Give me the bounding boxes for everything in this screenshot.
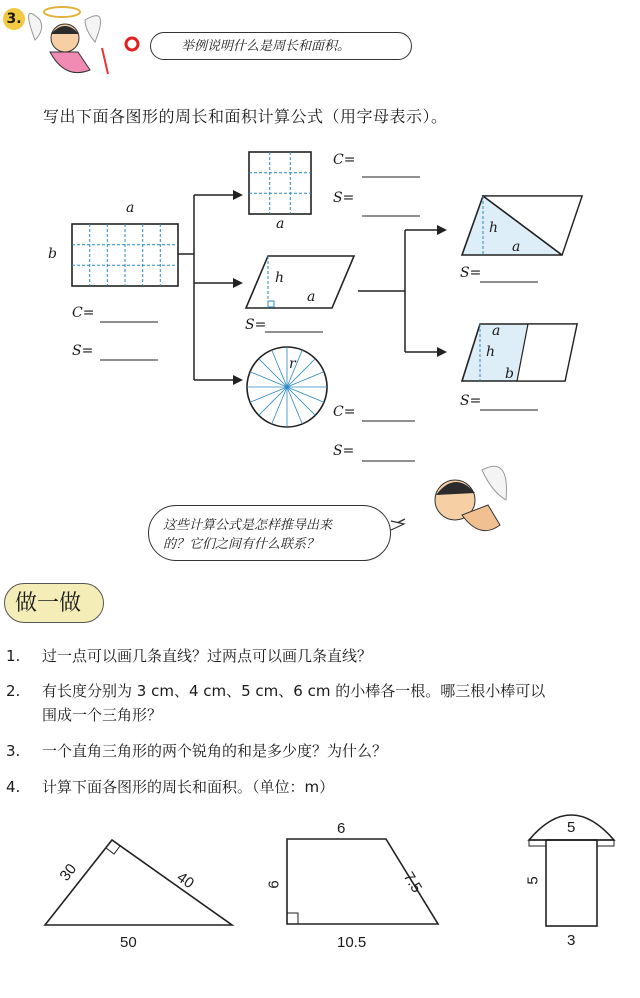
trapezoid-bottom-label: 10.5 <box>337 934 367 951</box>
composite-bottom-label: 3 <box>567 932 576 949</box>
trapezoid-parallelogram-figure <box>462 324 577 381</box>
triangle-left-label: 30 <box>56 860 81 885</box>
composite-side-label: 5 <box>524 876 542 885</box>
label-C-rect: C= <box>72 305 95 321</box>
label-a-para: a <box>307 289 316 305</box>
label-a-tri: a <box>512 239 521 255</box>
question-line-1: 这些计算公式是怎样推导出来 <box>163 518 333 533</box>
label-C-square: C= <box>333 152 356 168</box>
trapezoid-right-label: 7.5 <box>399 869 426 896</box>
label-h-trap: h <box>486 344 496 360</box>
rectangle-figure <box>72 224 178 286</box>
label-S-square: S= <box>333 190 355 206</box>
label-S-circle: S= <box>333 443 355 459</box>
angel-illustration-bottom <box>391 466 507 530</box>
label-C-circle: C= <box>333 404 356 420</box>
trapezoid-left-label: 6 <box>265 880 283 889</box>
practice-title: 做一做 <box>4 583 104 623</box>
angel-illustration-top <box>29 7 138 74</box>
branch-arrows-right <box>358 230 440 352</box>
triangle-bottom-label: 50 <box>120 934 137 951</box>
square-figure <box>249 152 311 214</box>
instruction-text: 写出下面各图形的周长和面积计算公式（用字母表示）。 <box>43 107 448 126</box>
label-a-square: a <box>276 216 285 232</box>
label-S-tri: S= <box>460 265 482 281</box>
triangle-right-label: 40 <box>173 868 198 893</box>
circle-figure <box>247 347 327 427</box>
label-h-tri: h <box>489 220 499 236</box>
exercise-item: 2. 有长度分别为 3 cm、4 cm、5 cm、6 cm 的小棒各一根。哪三根小棒可以 围成一个三角形？ <box>6 682 546 724</box>
label-r-circle: r <box>289 356 296 372</box>
speech-bubble-question <box>148 505 391 561</box>
label-a-rect: a <box>126 200 135 216</box>
label-a-trap: a <box>492 323 501 339</box>
exercise-item: 3. 一个直角三角形的两个锐角的和是多少度？为什么？ <box>6 742 388 760</box>
speech-bubble-header: 举例说明什么是周长和面积。 <box>150 32 412 60</box>
branch-arrows-left <box>178 195 238 380</box>
parallelogram-figure <box>246 256 354 308</box>
exercise-number: 3. <box>3 8 25 30</box>
question-line-2: 的？它们之间有什么联系？ <box>163 537 320 552</box>
parallelogram-triangles-figure <box>462 196 582 255</box>
label-S-para: S= <box>245 317 267 333</box>
label-h-para: h <box>275 270 285 286</box>
label-S-trap: S= <box>460 393 482 409</box>
label-b-trap: b <box>505 366 514 382</box>
exercise-item: 4. 计算下面各图形的周长和面积。（单位：m） <box>6 778 335 796</box>
right-triangle-figure <box>45 840 232 925</box>
trapezoid-top-label: 6 <box>337 820 346 837</box>
exercise-item: 1. 过一点可以画几条直线？过两点可以画几条直线？ <box>6 647 373 665</box>
label-b-rect: b <box>48 246 57 262</box>
label-S-rect: S= <box>72 343 94 359</box>
composite-top-label: 5 <box>567 819 576 836</box>
